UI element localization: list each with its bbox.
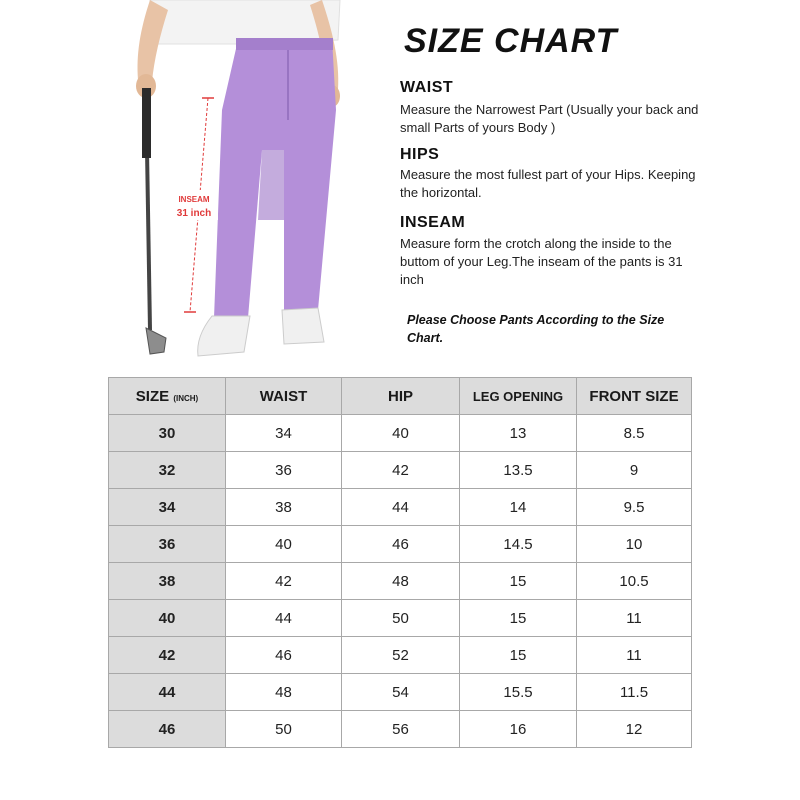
hips-heading: HIPS [400,146,440,163]
leg-opening-cell: 15 [460,600,577,637]
waist-cell: 34 [226,415,342,452]
waistband [236,38,333,50]
header-size: SIZE (INCH) [109,378,226,415]
size-cell: 36 [109,526,226,563]
leg-opening-cell: 13.5 [460,452,577,489]
header-size-unit: (INCH) [173,393,199,403]
size-cell: 46 [109,711,226,748]
leg-opening-cell: 15 [460,637,577,674]
size-cell: 30 [109,415,226,452]
waist-cell: 44 [226,600,342,637]
leg-opening-cell: 16 [460,711,577,748]
table-row [109,637,692,674]
inseam-value: 31 inch [176,208,212,219]
leg-opening-cell: 15 [460,563,577,600]
hip-cell: 48 [342,563,460,600]
table-row [109,452,692,489]
inseam-description: Measure form the crotch along the inside to the buttom of your Leg.The inseam of the pants is 31 inch [400,236,683,287]
table-row [109,526,692,563]
left-shoe [198,316,250,356]
hips-description: Measure the most fullest part of your Hips. Keeping the horizontal. [400,167,696,200]
inseam-heading: INSEAM [400,214,466,231]
header-hip: HIP [342,378,460,415]
size-cell: 38 [109,563,226,600]
pants-shading [258,150,284,220]
waist-cell: 46 [226,637,342,674]
front-size-cell: 11 [577,600,692,637]
leg-opening-cell: 15.5 [460,674,577,711]
hip-cell: 40 [342,415,460,452]
hip-cell: 42 [342,452,460,489]
table-row [109,600,692,637]
front-size-cell: 12 [577,711,692,748]
waist-cell: 50 [226,711,342,748]
table-row [109,415,692,452]
club-head [146,328,166,354]
waist-cell: 36 [226,452,342,489]
waist-cell: 48 [226,674,342,711]
front-size-cell: 11 [577,637,692,674]
leg-opening-cell: 13 [460,415,577,452]
table-row [109,674,692,711]
hip-cell: 52 [342,637,460,674]
header-leg-opening: LEG OPENING [460,378,577,415]
inseam-label: INSEAM [178,195,210,204]
waist-heading: WAIST [400,79,454,96]
right-shoe [282,308,324,344]
table-header-row [109,378,692,415]
header-waist: WAIST [226,378,342,415]
size-cell: 42 [109,637,226,674]
golfer-pants-illustration [0,0,390,370]
hip-cell: 50 [342,600,460,637]
leg-opening-cell: 14 [460,489,577,526]
leg-opening-cell: 14.5 [460,526,577,563]
size-cell: 34 [109,489,226,526]
size-cell: 44 [109,674,226,711]
size-cell: 32 [109,452,226,489]
hip-cell: 44 [342,489,460,526]
table-row [109,489,692,526]
front-size-cell: 9.5 [577,489,692,526]
waist-description: Measure the Narrowest Part (Usually your back and small Parts of yours Body ) [400,102,699,135]
size-table [108,377,692,748]
front-size-cell: 10.5 [577,563,692,600]
hip-cell: 46 [342,526,460,563]
front-size-cell: 8.5 [577,415,692,452]
header-front-size: FRONT SIZE [577,378,692,415]
size-advice-note: Please Choose Pants According to the Size Chart. [407,313,665,345]
hip-cell: 56 [342,711,460,748]
front-size-cell: 9 [577,452,692,489]
club-grip [142,88,151,158]
size-chart-title: SIZE CHART [404,22,618,60]
waist-cell: 40 [226,526,342,563]
hip-cell: 54 [342,674,460,711]
waist-cell: 42 [226,563,342,600]
table-row [109,711,692,748]
table-row [109,563,692,600]
front-size-cell: 11.5 [577,674,692,711]
size-cell: 40 [109,600,226,637]
front-size-cell: 10 [577,526,692,563]
waist-cell: 38 [226,489,342,526]
